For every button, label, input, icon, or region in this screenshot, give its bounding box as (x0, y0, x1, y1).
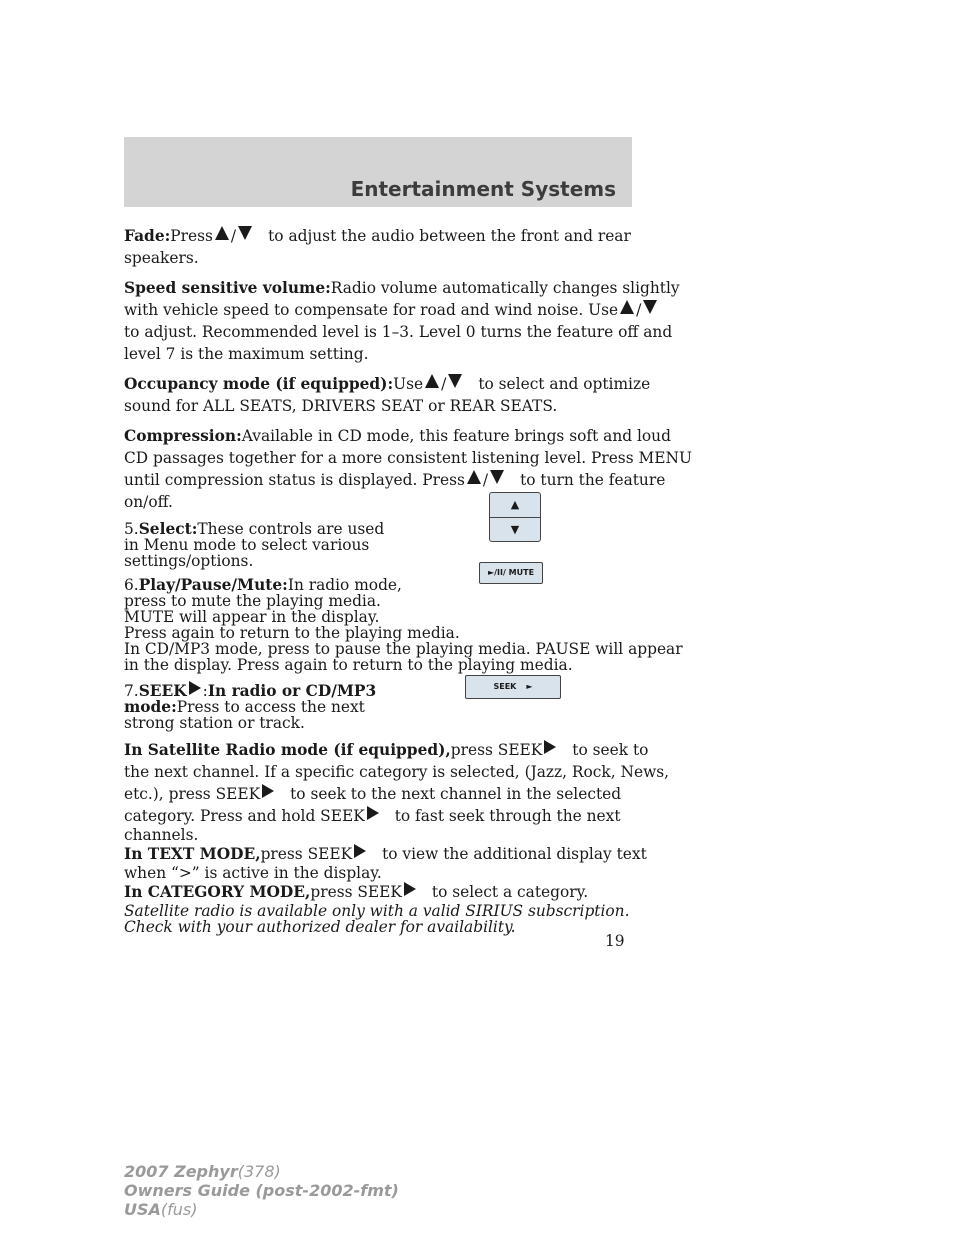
speed-text: level 7 is the maximum setting. (124, 345, 369, 363)
compression-paragraph (124, 425, 692, 513)
select-item (124, 521, 644, 569)
seek-item (124, 681, 644, 731)
page-content (124, 225, 692, 943)
up-arrow-icon (620, 300, 634, 314)
text-mode-text: press SEEK (260, 845, 353, 863)
down-arrow-icon (643, 300, 657, 314)
play-label: Play/Pause/Mute: (138, 576, 288, 594)
seek-right-icon (544, 740, 556, 754)
seek-label: SEEK (138, 682, 187, 700)
text-mode-text: to view the additional display text (382, 845, 647, 863)
page-number: 19 (605, 932, 625, 950)
footer-model: 2007 Zephyr (124, 1162, 238, 1181)
select-text: settings/options. (124, 552, 254, 570)
category-mode-text: to select a category. (431, 883, 589, 901)
speed-label: Speed sensitive volume: (124, 279, 331, 297)
satellite-text: to fast seek through the next (394, 807, 621, 825)
play-pause-mute-illustration: ►/II/ MUTE (479, 562, 543, 584)
slash: / (636, 301, 642, 319)
seek-label: In radio or CD/MP3 (207, 682, 377, 700)
seek-text: strong station or track. (124, 714, 305, 732)
seek-button-label: SEEK (493, 682, 517, 691)
compression-text: until compression status is displayed. Press (124, 471, 465, 489)
slash: / (230, 227, 237, 245)
satellite-text: etc.), press SEEK (124, 785, 261, 803)
compression-text: CD passages together for a more consistent listening level. Press MENU (124, 449, 692, 467)
occupancy-text: to select and optimize (478, 375, 651, 393)
speed-text: to adjust. Recommended level is 1–3. Level 0 turns the feature off and (124, 323, 673, 341)
footer-region: USA (124, 1200, 161, 1219)
satellite-text: channels. (124, 826, 199, 844)
seek-right-icon (189, 681, 201, 695)
seek-button-illustration (465, 675, 561, 699)
play-text: Press again to return to the playing media. (124, 624, 460, 642)
up-arrow-icon (425, 374, 439, 388)
item-number: 6. (124, 576, 139, 594)
down-arrow-icon: ▼ (510, 523, 520, 536)
speed-paragraph (124, 277, 680, 365)
satellite-text: to seek to (572, 741, 649, 759)
compression-text: Available in CD mode, this feature brings soft and loud (241, 427, 671, 445)
select-control-illustration (489, 492, 541, 542)
text-mode-paragraph (124, 843, 647, 882)
satellite-text: press SEEK (450, 741, 543, 759)
footer-guide: Owners Guide (post-2002-fmt) (124, 1181, 399, 1200)
seek-right-icon (262, 784, 274, 798)
item-number: 7. (124, 682, 139, 700)
select-label: Select: (138, 520, 198, 538)
occupancy-paragraph (124, 373, 651, 417)
seek-right-icon (404, 882, 416, 896)
occupancy-text: Use (393, 375, 424, 393)
text-mode-text: when “>” is active in the display. (124, 864, 382, 882)
play-text: MUTE will appear in the display. (124, 608, 380, 626)
speed-text: Radio volume automatically changes slightly (330, 279, 680, 297)
satellite-text: category. Press and hold SEEK (124, 807, 365, 825)
satellite-text: to seek to the next channel in the selected (290, 785, 622, 803)
down-arrow-icon (448, 374, 462, 388)
up-arrow-icon (467, 470, 481, 484)
seek-text: Press to access the next (176, 698, 365, 716)
colon: : (202, 682, 208, 700)
section-title: Entertainment Systems (350, 177, 616, 201)
fade-text: to adjust the audio between the front and rear (268, 227, 631, 245)
select-text: in Menu mode to select various (124, 536, 370, 554)
footer-region-code: (fus) (160, 1200, 198, 1219)
occupancy-label: Occupancy mode (if equipped): (124, 375, 394, 393)
seek-right-icon: ► (526, 682, 533, 691)
slash: / (441, 375, 447, 393)
seek-right-icon (367, 806, 379, 820)
play-text: In radio mode, (287, 576, 402, 594)
play-text: in the display. Press again to return to the playing media. (124, 656, 573, 674)
up-arrow-icon: ▲ (490, 493, 540, 518)
text-mode-label: In TEXT MODE, (124, 845, 261, 863)
play-text: In CD/MP3 mode, press to pause the playing media. PAUSE will appear (124, 640, 683, 658)
subscription-note (124, 903, 644, 935)
document-footer (124, 1162, 399, 1219)
compression-text: to turn the feature (520, 471, 666, 489)
occupancy-text: sound for ALL SEATS, DRIVERS SEAT or REAR SEATS. (124, 397, 558, 415)
play-text: press to mute the playing media. (124, 592, 381, 610)
fade-paragraph (124, 225, 644, 269)
note-text: Satellite radio is available only with a valid SIRIUS subscription. (124, 902, 630, 920)
fade-text: speakers. (124, 249, 199, 267)
seek-label: mode: (124, 698, 177, 716)
item-number: 5. (124, 520, 139, 538)
footer-code: (378) (237, 1162, 281, 1181)
compression-text: on/off. (124, 493, 173, 511)
satellite-label: In Satellite Radio mode (if equipped), (124, 741, 451, 759)
satellite-text: the next channel. If a specific category is selected, (Jazz, Rock, News, (124, 763, 670, 781)
fade-label: Fade: (124, 227, 171, 245)
note-text: Check with your authorized dealer for availability. (124, 918, 516, 936)
category-mode-text: press SEEK (310, 883, 402, 901)
slash: / (482, 471, 489, 489)
category-mode-label: In CATEGORY MODE, (124, 883, 311, 901)
category-mode-paragraph (124, 881, 644, 903)
down-arrow-icon (238, 226, 252, 240)
compression-label: Compression: (124, 427, 242, 445)
up-arrow-icon (215, 226, 229, 240)
fade-text: Press (170, 227, 213, 245)
select-text: These controls are used (197, 520, 385, 538)
down-arrow-icon (490, 470, 504, 484)
seek-right-icon (354, 844, 366, 858)
satellite-paragraph (124, 739, 670, 844)
header-band (124, 137, 632, 207)
speed-text: with vehicle speed to compensate for road and wind noise. Use (124, 301, 619, 319)
play-item (124, 576, 683, 674)
